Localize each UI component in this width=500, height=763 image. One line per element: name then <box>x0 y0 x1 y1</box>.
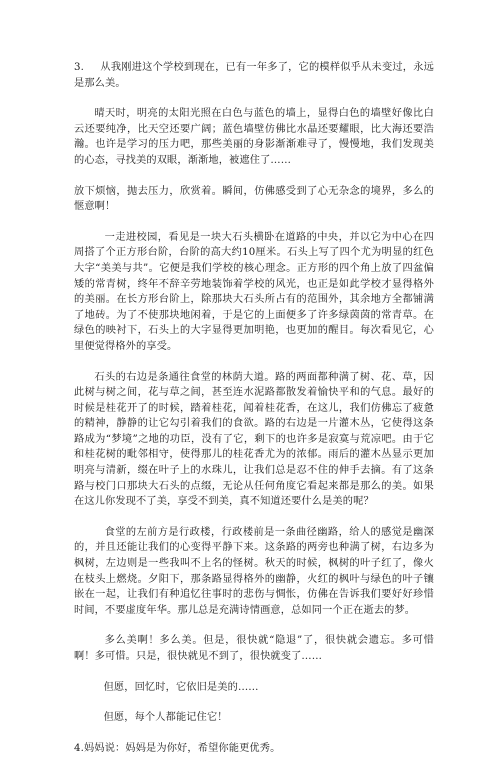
paragraph-hope-2: 但愿，每个人都能记住它！ <box>103 712 228 724</box>
item-number: 3. <box>74 62 85 73</box>
document-page <box>74 60 434 763</box>
paragraph-avenue: 石头的右边是条通往食堂的林荫大道。路的两面都种满了树、花、草，因此树与树之间，花与草之间，甚至连水泥路都散发着愉快平和的气息。最好的时候是桂花开了的时候，踏着桂花，闻着桂花香，在这儿，我们仿佛忘了疲惫的精神，静静的让它勾引着我们的食欲。路的右边是一片灌木丛，它使得这条路成为“梦境”之地的功臣，没有了它，剩下的也许多是寂寞与荒凉吧。由于它和桂花树的毗邻相守，使得那儿的桂花香尤为的浓郁。雨后的灌木丛显示更加明亮与清新，缀在叶子上的水珠儿，让我们总是忍不住的伸手去摘。有了这条路与校门口那块大石头的点缀，无论从任何角度它看起来都是那么的美。如果在这儿你发现不了美，享受不到美，真不知道还要什么是美的呢？ <box>74 371 434 508</box>
paragraph-path: 食堂的左前方是行政楼，行政楼前是一条曲径幽路，给人的感觉是幽深的，并且还能让我们的心变得平静下来。这条路的两旁也种满了树，右边多为枫树，左边则是一些我叫不上名的怪树。秋天的时候，枫树的叶子红了，像火在枝头上燃烧。夕阳下，那条路显得格外的幽静，火红的枫叶与绿色的叶子镶嵌在一起，让我们有种追忆往事时的悲伤与惆怅，仿佛在告诉我们要好好珍惜时间，不要虚度年华。那儿总是充满诗情画意，总如同一个正在逝去的梦。 <box>74 526 434 616</box>
paragraph-hope-1: 但愿，回忆时，它依旧是美的…… <box>103 681 259 693</box>
paragraph-intro <box>74 60 434 91</box>
paragraph-relax: 放下烦恼，抛去压力，欣赏着。瞬间，仿佛感受到了心无杂念的境界，多么的惬意啊！ <box>74 185 434 213</box>
paragraph-beautiful: 多么美啊！多么美。但是，很快就“隐退”了，很快就会遗忘。多可惜啊！多可惜。只是，很快就见不到了，很快就变了…… <box>74 635 434 662</box>
paragraph-stone: 一走进校园，看见是一块大石头横卧在道路的中央，并以它为中心在四周搭了个正方形台阶，台阶的高大约10厘米。石头上写了四个尤为明显的红色大字“美美与共”。它便是我们学校的核心理念。正方形的四个角上放了四盆偏矮的常青树，终年不辞辛劳地装饰着学校的风光，也正是如此学校才显得格外的美丽。在长方形台阶上，除那块大石头所占有的范围外，其余地方全都铺满了地砖。为了不使那块地闲着，于是它的上面便多了许多绿茵茵的常青草。在绿色的映衬下，石头上的大字显得更加明艳，也更加的醒目。每次看见它，心里便觉得格外的享受。 <box>74 231 434 352</box>
paragraph-item-4: 4.妈妈说：妈妈是为你好，希望你能更优秀。 <box>74 742 281 754</box>
paragraph-intro-text: 从我刚进这个学校到现在，已有一年多了，它的模样似乎从未变过，永远是那么美。 <box>74 62 434 89</box>
paragraph-sunny-day: 晴天时，明亮的太阳光照在白色与蓝色的墙上，显得白色的墙壁好像比白云还要纯净，比天空还要广阔；蓝色墙壁仿佛比水晶还要耀眼，比大海还要浩瀚。也许是学习的压力吧，那些美丽的身影渐渐难寻了，慢慢地，我们发现美的心态，寻找美的双眼，渐渐地，被遮住了…… <box>74 108 434 166</box>
